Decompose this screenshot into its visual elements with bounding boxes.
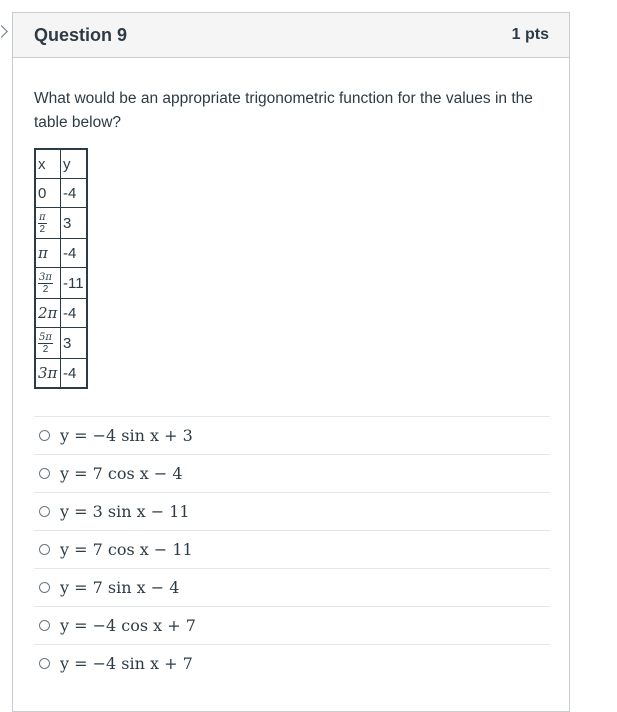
radio-button[interactable] — [39, 620, 50, 631]
table-cell-y: -11 — [61, 268, 87, 299]
fraction-numerator: 3π — [39, 271, 52, 283]
table-cell-x: 0 — [35, 179, 61, 208]
answer-label: y = 7 sin x − 4 — [60, 578, 180, 597]
radio-button[interactable] — [39, 582, 50, 593]
answer-option[interactable] — [34, 568, 550, 606]
answer-label: y = −4 sin x + 3 — [60, 426, 193, 445]
fraction-denominator: 2 — [42, 343, 49, 355]
fraction-numerator: 5π — [39, 331, 52, 343]
radio-button[interactable] — [39, 544, 50, 555]
table-cell-y: 3 — [61, 208, 87, 239]
question-prompt: What would be an appropriate trigonometric function for the values in the table below? — [34, 90, 533, 131]
table-cell-y: -4 — [61, 179, 87, 208]
table-header-y: y — [61, 149, 87, 179]
table-cell-x: π — [35, 239, 61, 268]
answer-label: y = −4 cos x + 7 — [60, 616, 196, 635]
collapse-chevron-icon[interactable] — [0, 25, 8, 38]
answer-label: y = −4 sin x + 7 — [60, 654, 193, 673]
question-header — [13, 13, 569, 58]
answer-option[interactable] — [34, 606, 550, 644]
answer-list — [34, 416, 550, 682]
table-cell-y: -4 — [61, 299, 87, 328]
table-header-row — [35, 149, 87, 179]
table-cell-x: 3π — [35, 359, 61, 389]
table-cell-y: -4 — [61, 239, 87, 268]
table-row — [35, 208, 87, 239]
answer-option[interactable] — [34, 644, 550, 682]
fraction-numerator: π — [39, 211, 46, 223]
table-row — [35, 239, 87, 268]
question-points: 1 pts — [511, 26, 549, 43]
fraction — [38, 272, 53, 295]
fraction-denominator: 2 — [42, 283, 49, 295]
table-cell-x: 2π — [35, 299, 61, 328]
answer-option[interactable] — [34, 530, 550, 568]
table-cell-y: 3 — [61, 328, 87, 359]
table-cell-x — [35, 268, 61, 299]
radio-button[interactable] — [39, 658, 50, 669]
table-header-x: x — [35, 149, 61, 179]
fraction — [38, 332, 53, 355]
table-row — [35, 268, 87, 299]
table-row — [35, 299, 87, 328]
values-table — [34, 148, 88, 389]
question-card — [12, 12, 570, 712]
fraction — [38, 212, 47, 235]
radio-button[interactable] — [39, 506, 50, 517]
table-cell-y: -4 — [61, 359, 87, 389]
answer-option[interactable] — [34, 454, 550, 492]
question-title: Question 9 — [34, 24, 128, 45]
radio-button[interactable] — [39, 468, 50, 479]
answer-label: y = 7 cos x − 4 — [60, 464, 183, 483]
table-row — [35, 179, 87, 208]
table-row — [35, 328, 87, 359]
radio-button[interactable] — [39, 430, 50, 441]
answer-label: y = 7 cos x − 11 — [60, 540, 193, 559]
answer-label: y = 3 sin x − 11 — [60, 502, 190, 521]
fraction-denominator: 2 — [39, 223, 46, 235]
table-cell-x — [35, 208, 61, 239]
table-row — [35, 359, 87, 389]
answer-option[interactable] — [34, 492, 550, 530]
table-cell-x — [35, 328, 61, 359]
answer-option[interactable] — [34, 416, 550, 454]
